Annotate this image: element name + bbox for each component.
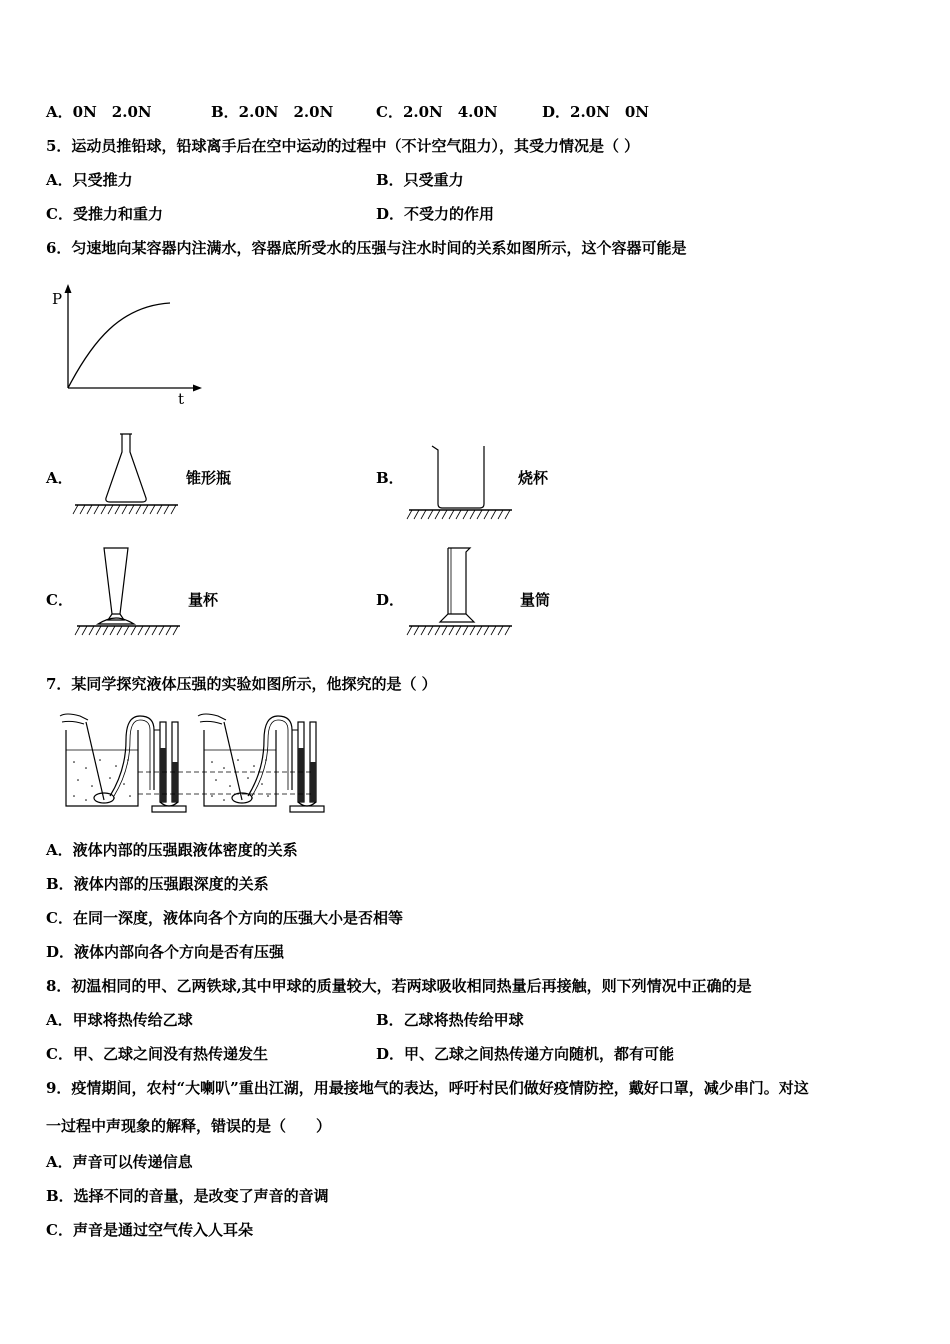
q6-option-d-name: 量筒	[520, 591, 551, 609]
q4-option-c: C．2.0N 4.0N	[376, 103, 498, 121]
q8-option-d: D．甲、乙球之间热传递方向随机，都有可能	[376, 1045, 675, 1063]
q6-option-a-name: 锥形瓶	[186, 469, 232, 487]
q4-option-b: B．2.0N 2.0N	[211, 103, 334, 121]
measuring-cup-icon	[72, 542, 184, 638]
right-setup	[198, 714, 324, 812]
graduated-cylinder-icon	[404, 542, 516, 638]
q9-stem-line1: 9．疫情期间，农村“大喇叭”重出江湖，用最接地气的表达，呼吁村民们做好疫情防控，戴好口罩，减少串门。对这	[46, 1079, 809, 1097]
left-setup	[60, 714, 186, 812]
q8-option-b: B．乙球将热传给甲球	[376, 1011, 524, 1029]
q7-option-b: B．液体内部的压强跟深度的关系	[46, 875, 269, 893]
conical-flask-icon	[70, 430, 182, 520]
q6-option-b-letter: B．	[376, 469, 404, 487]
q6-option-b-name: 烧杯	[518, 469, 549, 487]
q9-option-c: C．声音是通过空气传入人耳朵	[46, 1221, 253, 1239]
graph-x-label: t	[178, 390, 185, 408]
q8-option-c: C．甲、乙球之间没有热传递发生	[46, 1045, 268, 1063]
q4-option-d: D．2.0N 0N	[542, 103, 649, 121]
q5-option-c: C．受推力和重力	[46, 205, 163, 223]
q6-stem: 6．匀速地向某容器内注满水，容器底所受水的压强与注水时间的关系如图所示，这个容器可能是	[46, 239, 687, 257]
pressure-time-graph	[48, 284, 208, 408]
q6-option-c-letter: C．	[46, 591, 73, 609]
beaker-icon	[404, 440, 516, 522]
q7-option-a: A．液体内部的压强跟液体密度的关系	[46, 841, 298, 859]
q6-option-c-name: 量杯	[188, 591, 219, 609]
q5-option-a: A．只受推力	[46, 171, 133, 189]
q5-stem: 5．运动员推铅球，铅球离手后在空中运动的过程中（不计空气阻力），其受力情况是（ ）	[46, 137, 640, 155]
q5-option-b: B．只受重力	[376, 171, 464, 189]
graph-y-label: P	[52, 290, 63, 308]
q7-option-c: C．在同一深度，液体向各个方向的压强大小是否相等	[46, 909, 403, 927]
graph-y-arrow	[65, 284, 72, 293]
graph-curve	[68, 303, 170, 388]
q7-stem: 7．某同学探究液体压强的实验如图所示，他探究的是（ ）	[46, 675, 437, 693]
q4-option-a: A．0N 2.0N	[46, 103, 152, 121]
liquid-pressure-experiment-figure	[56, 710, 326, 820]
q8-stem: 8．初温相同的甲、乙两铁球,其中甲球的质量较大，若两球吸收相同热量后再接触，则下列情况中正确的是	[46, 977, 752, 995]
q5-option-d: D．不受力的作用	[376, 205, 495, 223]
q8-option-a: A．甲球将热传给乙球	[46, 1011, 193, 1029]
q7-option-d: D．液体内部向各个方向是否有压强	[46, 943, 285, 961]
q6-option-a-letter: A．	[46, 469, 73, 487]
q9-option-b: B．选择不同的音量，是改变了声音的音调	[46, 1187, 329, 1205]
q6-option-d-letter: D．	[376, 591, 405, 609]
graph-x-arrow	[193, 385, 202, 392]
q9-option-a: A．声音可以传递信息	[46, 1153, 193, 1171]
q9-stem-line2: 一过程中声现象的解释，错误的是（ ）	[46, 1117, 332, 1135]
